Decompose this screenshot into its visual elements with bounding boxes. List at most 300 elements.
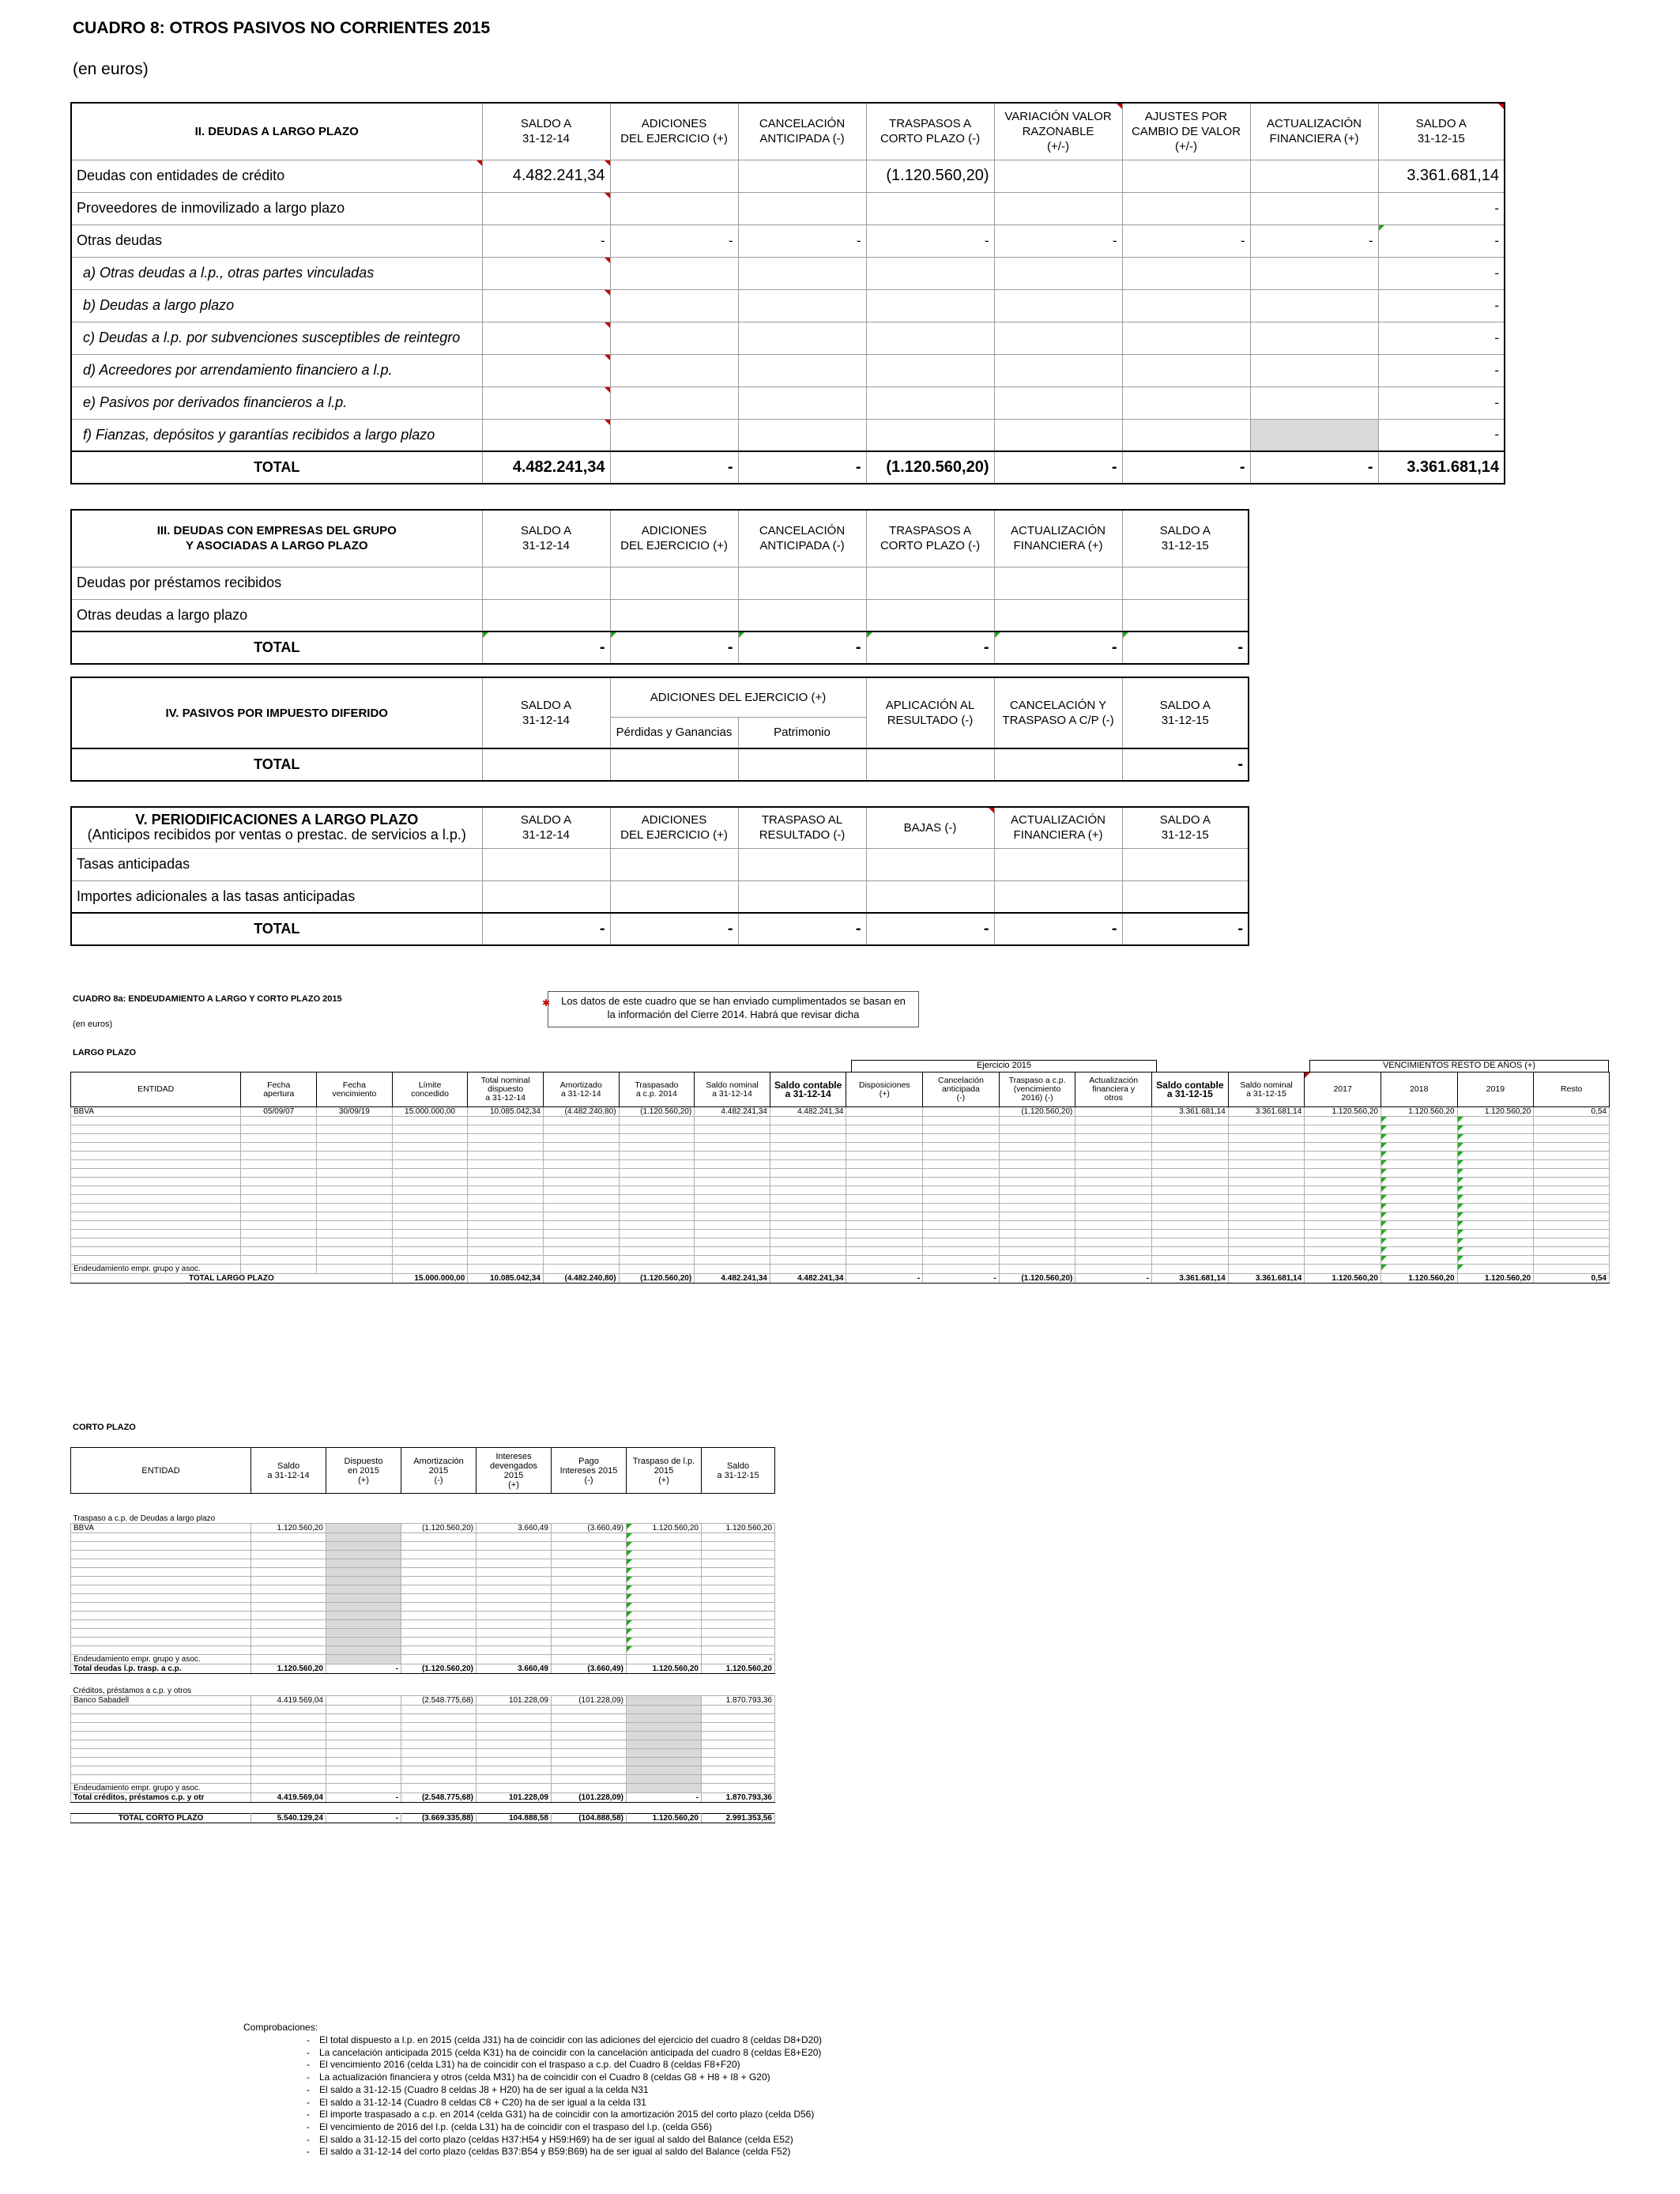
cell[interactable] (1534, 1152, 1610, 1160)
cell[interactable] (695, 1247, 770, 1256)
cell[interactable] (71, 1646, 251, 1655)
cell[interactable] (846, 1107, 923, 1117)
cell[interactable] (738, 748, 866, 781)
cell[interactable] (71, 1178, 241, 1186)
cell[interactable] (1075, 1265, 1152, 1274)
cell[interactable] (552, 1594, 627, 1603)
cell[interactable] (846, 1169, 923, 1178)
cell[interactable]: 3.361.681,14 (1152, 1107, 1229, 1117)
cell[interactable]: 1.120.560,20 (251, 1524, 326, 1533)
cell[interactable] (392, 1186, 468, 1195)
cell[interactable] (1457, 1221, 1534, 1230)
cell[interactable] (71, 1186, 241, 1195)
cell[interactable]: - (326, 1814, 401, 1823)
cell[interactable] (317, 1169, 393, 1178)
cell[interactable] (401, 1533, 477, 1542)
cell[interactable] (241, 1134, 317, 1143)
cell[interactable] (1381, 1256, 1457, 1265)
cell[interactable] (392, 1221, 468, 1230)
cell[interactable] (71, 1740, 251, 1749)
cell[interactable] (477, 1740, 552, 1749)
cell[interactable] (702, 1629, 775, 1638)
cell[interactable] (317, 1238, 393, 1247)
cell[interactable] (326, 1732, 401, 1740)
cell[interactable] (695, 1186, 770, 1195)
cell[interactable]: 4.482.241,34 (695, 1107, 770, 1117)
cell[interactable] (392, 1195, 468, 1204)
value-cell[interactable] (610, 386, 738, 419)
cell[interactable] (392, 1238, 468, 1247)
cell[interactable] (1457, 1238, 1534, 1247)
cell[interactable] (1075, 1143, 1152, 1152)
cell[interactable] (241, 1195, 317, 1204)
cell[interactable] (999, 1212, 1075, 1221)
cell[interactable] (1152, 1117, 1229, 1125)
cell[interactable] (1152, 1247, 1229, 1256)
cell[interactable] (999, 1247, 1075, 1256)
cell[interactable] (770, 1238, 846, 1247)
value-cell[interactable] (994, 848, 1122, 880)
cell[interactable] (1381, 1160, 1457, 1169)
cell[interactable] (326, 1714, 401, 1723)
cell[interactable]: 1.120.560,20 (1305, 1107, 1381, 1117)
cell[interactable] (1381, 1117, 1457, 1125)
cell[interactable] (477, 1620, 552, 1629)
cell[interactable] (627, 1542, 702, 1551)
value-cell[interactable] (610, 257, 738, 289)
cell[interactable] (923, 1221, 1000, 1230)
value-cell[interactable] (866, 880, 994, 913)
cell[interactable] (552, 1740, 627, 1749)
value-cell[interactable] (1122, 567, 1249, 599)
cell[interactable] (1381, 1247, 1457, 1256)
cell[interactable]: 4.419.569,04 (251, 1696, 326, 1706)
cell[interactable] (401, 1594, 477, 1603)
cell[interactable] (552, 1775, 627, 1784)
cell[interactable] (251, 1766, 326, 1775)
cell[interactable]: 1.120.560,20 (627, 1664, 702, 1674)
cell[interactable]: 0,54 (1534, 1107, 1610, 1117)
cell[interactable]: 3.660,49 (477, 1664, 552, 1674)
cell[interactable] (1075, 1178, 1152, 1186)
cell[interactable]: 3.361.681,14 (1228, 1107, 1305, 1117)
cell[interactable] (392, 1117, 468, 1125)
cell[interactable] (71, 1603, 251, 1612)
cell[interactable] (627, 1706, 702, 1714)
cell[interactable]: Total deudas l.p. trasp. a c.p. (71, 1664, 251, 1674)
value-cell[interactable] (738, 322, 866, 354)
cell[interactable] (71, 1559, 251, 1568)
cell[interactable] (619, 1125, 695, 1134)
cell[interactable] (71, 1134, 241, 1143)
cell[interactable] (241, 1160, 317, 1169)
value-cell[interactable] (1122, 386, 1250, 419)
cell[interactable] (846, 1152, 923, 1160)
cell[interactable] (923, 1107, 1000, 1117)
cell[interactable]: - (702, 1655, 775, 1664)
cell[interactable] (770, 1195, 846, 1204)
cell[interactable] (627, 1603, 702, 1612)
cell[interactable] (251, 1620, 326, 1629)
cell[interactable] (1534, 1143, 1610, 1152)
cell[interactable]: 1.120.560,20 (1381, 1107, 1457, 1117)
cell[interactable] (71, 1706, 251, 1714)
cell[interactable]: 0,54 (1534, 1274, 1610, 1284)
cell[interactable] (770, 1212, 846, 1221)
cell[interactable] (1457, 1134, 1534, 1143)
cell[interactable] (251, 1732, 326, 1740)
cell[interactable] (1457, 1143, 1534, 1152)
cell[interactable] (392, 1212, 468, 1221)
cell[interactable] (326, 1585, 401, 1594)
value-cell[interactable] (482, 354, 610, 386)
cell[interactable] (392, 1143, 468, 1152)
cell[interactable] (71, 1212, 241, 1221)
cell[interactable] (477, 1577, 552, 1585)
value-cell[interactable] (482, 386, 610, 419)
value-cell[interactable] (738, 848, 866, 880)
cell[interactable]: 1.120.560,20 (627, 1524, 702, 1533)
value-cell[interactable] (866, 192, 994, 224)
cell[interactable] (71, 1775, 251, 1784)
cell[interactable] (326, 1646, 401, 1655)
cell[interactable] (392, 1178, 468, 1186)
cell[interactable] (251, 1603, 326, 1612)
cell[interactable] (1152, 1143, 1229, 1152)
value-cell[interactable] (1122, 880, 1249, 913)
cell[interactable]: 4.482.241,34 (770, 1107, 846, 1117)
cell[interactable] (702, 1585, 775, 1594)
cell[interactable] (392, 1265, 468, 1274)
cell[interactable] (401, 1559, 477, 1568)
cell[interactable] (401, 1758, 477, 1766)
cell[interactable] (627, 1568, 702, 1577)
value-cell[interactable] (610, 419, 738, 451)
cell[interactable] (1457, 1178, 1534, 1186)
cell[interactable] (326, 1655, 401, 1664)
cell[interactable] (392, 1247, 468, 1256)
cell[interactable] (241, 1178, 317, 1186)
cell[interactable] (543, 1134, 619, 1143)
cell[interactable] (241, 1265, 317, 1274)
cell[interactable] (1381, 1212, 1457, 1221)
value-cell[interactable] (738, 599, 866, 631)
cell[interactable] (543, 1160, 619, 1169)
value-cell[interactable] (1122, 848, 1249, 880)
cell[interactable] (71, 1256, 241, 1265)
cell[interactable] (923, 1247, 1000, 1256)
cell[interactable] (1305, 1195, 1381, 1204)
value-cell[interactable] (994, 257, 1122, 289)
value-cell[interactable] (482, 880, 610, 913)
cell[interactable] (468, 1186, 544, 1195)
cell[interactable]: 4.482.241,34 (770, 1274, 846, 1284)
cell[interactable] (1228, 1125, 1305, 1134)
value-cell[interactable]: - (1378, 224, 1505, 257)
cell[interactable] (326, 1594, 401, 1603)
cell[interactable] (392, 1230, 468, 1238)
value-cell[interactable] (738, 289, 866, 322)
cell[interactable] (846, 1160, 923, 1169)
value-cell[interactable] (482, 289, 610, 322)
cell[interactable] (251, 1758, 326, 1766)
cell[interactable] (326, 1629, 401, 1638)
value-cell[interactable] (994, 322, 1122, 354)
cell[interactable] (619, 1238, 695, 1247)
cell[interactable] (1228, 1186, 1305, 1195)
cell[interactable] (401, 1740, 477, 1749)
cell[interactable] (241, 1221, 317, 1230)
cell[interactable] (1152, 1256, 1229, 1265)
cell[interactable] (251, 1706, 326, 1714)
cell[interactable]: 104.888,58 (477, 1814, 552, 1823)
cell[interactable] (923, 1238, 1000, 1247)
row-label[interactable]: Endeudamiento empr. grupo y asoc. (71, 1265, 241, 1274)
cell[interactable] (1381, 1134, 1457, 1143)
cell[interactable] (468, 1160, 544, 1169)
cell[interactable] (1305, 1221, 1381, 1230)
value-cell[interactable] (482, 257, 610, 289)
cell[interactable] (627, 1784, 702, 1793)
value-cell[interactable] (1122, 289, 1250, 322)
cell[interactable] (317, 1152, 393, 1160)
cell[interactable] (999, 1238, 1075, 1247)
cell[interactable] (627, 1577, 702, 1585)
cell[interactable] (846, 1204, 923, 1212)
cell[interactable] (401, 1568, 477, 1577)
cell[interactable] (71, 1594, 251, 1603)
value-cell[interactable] (610, 354, 738, 386)
cell[interactable] (317, 1186, 393, 1195)
value-cell[interactable] (1250, 322, 1378, 354)
cell[interactable] (1305, 1212, 1381, 1221)
cell[interactable] (543, 1117, 619, 1125)
cell[interactable] (71, 1638, 251, 1646)
cell[interactable] (1228, 1256, 1305, 1265)
cell[interactable] (401, 1603, 477, 1612)
value-cell[interactable]: 4.482.241,34 (482, 160, 610, 192)
cell[interactable] (477, 1603, 552, 1612)
value-cell[interactable] (994, 599, 1122, 631)
value-cell[interactable] (610, 322, 738, 354)
cell[interactable] (1075, 1152, 1152, 1160)
cell[interactable] (702, 1612, 775, 1620)
cell[interactable] (552, 1638, 627, 1646)
value-cell[interactable]: - (1378, 289, 1505, 322)
cell[interactable] (251, 1775, 326, 1784)
cell[interactable] (251, 1714, 326, 1723)
cell[interactable] (1152, 1195, 1229, 1204)
cell[interactable] (326, 1577, 401, 1585)
cell[interactable] (552, 1585, 627, 1594)
cell[interactable] (326, 1524, 401, 1533)
cell[interactable] (251, 1638, 326, 1646)
cell[interactable] (846, 1143, 923, 1152)
cell[interactable] (846, 1230, 923, 1238)
cell[interactable] (71, 1612, 251, 1620)
cell[interactable] (317, 1160, 393, 1169)
cell[interactable] (468, 1178, 544, 1186)
value-cell[interactable]: - (994, 224, 1122, 257)
cell[interactable]: 1.120.560,20 (1457, 1274, 1534, 1284)
cell[interactable] (619, 1160, 695, 1169)
cell[interactable] (846, 1178, 923, 1186)
cell[interactable] (1534, 1212, 1610, 1221)
cell[interactable] (1381, 1152, 1457, 1160)
cell[interactable] (1228, 1265, 1305, 1274)
cell[interactable] (1381, 1195, 1457, 1204)
cell[interactable] (241, 1152, 317, 1160)
cell[interactable] (846, 1212, 923, 1221)
cell[interactable] (543, 1212, 619, 1221)
value-cell[interactable] (610, 289, 738, 322)
value-cell[interactable]: - (610, 224, 738, 257)
cell[interactable]: 1.120.560,20 (1381, 1274, 1457, 1284)
cell[interactable] (326, 1706, 401, 1714)
cell[interactable] (326, 1696, 401, 1706)
cell[interactable] (999, 1204, 1075, 1212)
cell[interactable] (552, 1533, 627, 1542)
cell[interactable]: (1.120.560,20) (401, 1664, 477, 1674)
cell[interactable] (468, 1221, 544, 1230)
cell[interactable] (627, 1723, 702, 1732)
cell[interactable] (1305, 1125, 1381, 1134)
cell[interactable] (1228, 1195, 1305, 1204)
row-label[interactable]: Endeudamiento empr. grupo y asoc. (71, 1784, 251, 1793)
cell[interactable] (619, 1265, 695, 1274)
value-cell[interactable] (738, 160, 866, 192)
cell[interactable] (241, 1256, 317, 1265)
value-cell[interactable] (610, 567, 738, 599)
cell[interactable] (1228, 1221, 1305, 1230)
cell[interactable] (1075, 1212, 1152, 1221)
cell[interactable] (770, 1160, 846, 1169)
cell[interactable] (923, 1178, 1000, 1186)
cell[interactable] (770, 1204, 846, 1212)
cell[interactable]: 4.419.569,04 (251, 1793, 326, 1803)
cell[interactable] (619, 1178, 695, 1186)
value-cell[interactable] (738, 419, 866, 451)
cell[interactable] (1152, 1265, 1229, 1274)
cell[interactable] (552, 1766, 627, 1775)
value-cell[interactable] (482, 567, 610, 599)
value-cell[interactable] (482, 419, 610, 451)
cell[interactable]: (101.228,09) (552, 1696, 627, 1706)
cell[interactable] (543, 1152, 619, 1160)
cell[interactable] (1228, 1212, 1305, 1221)
cell[interactable] (846, 1247, 923, 1256)
cell[interactable] (846, 1134, 923, 1143)
value-cell[interactable] (738, 192, 866, 224)
cell[interactable]: Total créditos, préstamos c.p. y otr (71, 1793, 251, 1803)
cell[interactable] (627, 1629, 702, 1638)
cell[interactable] (468, 1152, 544, 1160)
cell[interactable] (468, 1238, 544, 1247)
cell[interactable] (1305, 1152, 1381, 1160)
cell[interactable] (477, 1533, 552, 1542)
value-cell[interactable] (866, 289, 994, 322)
cell[interactable] (1152, 1238, 1229, 1247)
cell[interactable] (770, 1143, 846, 1152)
cell[interactable] (317, 1212, 393, 1221)
cell[interactable] (695, 1238, 770, 1247)
cell[interactable]: (1.120.560,20) (999, 1107, 1075, 1117)
cell[interactable] (695, 1195, 770, 1204)
cell[interactable] (695, 1204, 770, 1212)
cell[interactable] (1534, 1125, 1610, 1134)
cell[interactable] (71, 1551, 251, 1559)
cell[interactable] (1457, 1247, 1534, 1256)
cell[interactable] (477, 1585, 552, 1594)
cell[interactable] (392, 1169, 468, 1178)
cell[interactable] (543, 1221, 619, 1230)
cell[interactable] (241, 1169, 317, 1178)
cell[interactable] (552, 1749, 627, 1758)
cell[interactable] (251, 1723, 326, 1732)
cell[interactable] (543, 1186, 619, 1195)
cell[interactable]: (1.120.560,20) (401, 1524, 477, 1533)
cell[interactable] (1075, 1134, 1152, 1143)
cell[interactable] (627, 1594, 702, 1603)
cell[interactable] (543, 1125, 619, 1134)
cell[interactable] (1457, 1230, 1534, 1238)
cell[interactable] (401, 1646, 477, 1655)
cell[interactable] (923, 1186, 1000, 1195)
value-cell[interactable] (1122, 354, 1250, 386)
cell[interactable] (1305, 1256, 1381, 1265)
cell[interactable] (401, 1749, 477, 1758)
cell[interactable] (619, 1221, 695, 1230)
cell[interactable] (1534, 1221, 1610, 1230)
cell[interactable] (326, 1542, 401, 1551)
cell[interactable] (477, 1723, 552, 1732)
value-cell[interactable] (1122, 419, 1250, 451)
cell[interactable] (326, 1559, 401, 1568)
value-cell[interactable] (1122, 160, 1250, 192)
cell[interactable] (1534, 1169, 1610, 1178)
cell[interactable] (1228, 1152, 1305, 1160)
cell[interactable] (1075, 1125, 1152, 1134)
cell[interactable] (477, 1646, 552, 1655)
cell[interactable] (999, 1221, 1075, 1230)
cell[interactable] (1305, 1238, 1381, 1247)
cell[interactable] (392, 1256, 468, 1265)
cell[interactable] (1075, 1160, 1152, 1169)
cell[interactable]: 1.120.560,20 (702, 1664, 775, 1674)
cell[interactable] (695, 1265, 770, 1274)
cell[interactable] (846, 1265, 923, 1274)
cell[interactable] (627, 1740, 702, 1749)
cell[interactable] (999, 1134, 1075, 1143)
cell[interactable] (543, 1143, 619, 1152)
cell[interactable] (71, 1238, 241, 1247)
cell[interactable]: - (326, 1793, 401, 1803)
value-cell[interactable] (1250, 192, 1378, 224)
cell[interactable] (923, 1152, 1000, 1160)
cell[interactable] (317, 1221, 393, 1230)
cell[interactable]: - (1075, 1274, 1152, 1284)
cell[interactable] (923, 1256, 1000, 1265)
cell[interactable] (552, 1603, 627, 1612)
cell[interactable] (392, 1152, 468, 1160)
cell[interactable] (999, 1117, 1075, 1125)
cell[interactable] (326, 1638, 401, 1646)
cell[interactable] (477, 1559, 552, 1568)
cell[interactable] (1381, 1169, 1457, 1178)
value-cell[interactable]: - (482, 224, 610, 257)
value-cell[interactable] (610, 192, 738, 224)
cell[interactable] (923, 1143, 1000, 1152)
